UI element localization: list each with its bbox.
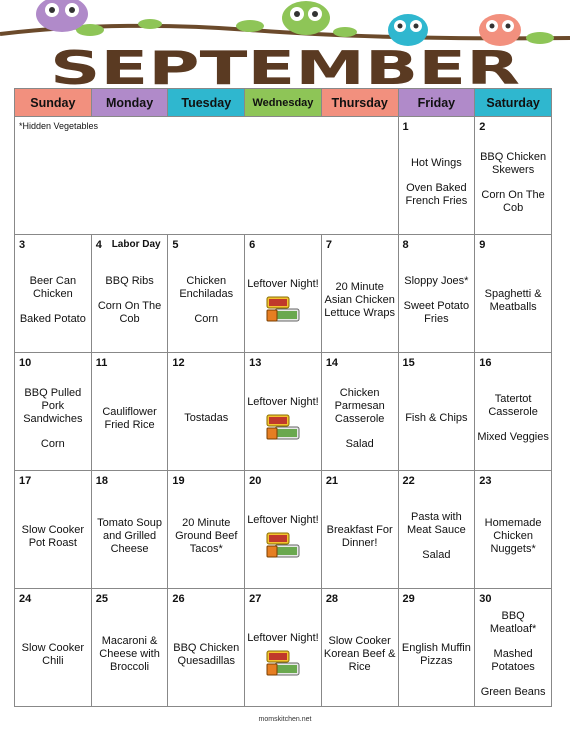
meal-item: Macaroni & Cheese with Broccoli: [99, 635, 160, 673]
day-cell: [91, 353, 168, 471]
week-row: [15, 353, 552, 471]
day-number: 6: [249, 239, 256, 251]
day-number: 18: [95, 475, 108, 487]
day-number: 24: [19, 593, 32, 605]
meal-list: [401, 135, 473, 230]
meal-item: Sweet Potato Fries: [403, 300, 470, 325]
meal-item: Leftover Night!: [247, 514, 319, 526]
day-number: 8: [402, 239, 409, 251]
meal-list: [401, 489, 473, 584]
meal-item: BBQ Pulled Pork Sandwiches: [23, 386, 83, 425]
day-number: 13: [249, 357, 262, 369]
day-number: 12: [172, 357, 185, 369]
week-row: [15, 471, 552, 589]
hidden-vegetables-note: *Hidden Vegetables: [19, 121, 99, 131]
meal-list: [94, 489, 166, 584]
meal-item: Tomato Soup and Grilled Cheese: [97, 517, 162, 555]
meal-item: Homemade Chicken Nuggets*: [484, 517, 542, 555]
day-number: 28: [325, 593, 339, 605]
meal-list: [477, 135, 549, 230]
meal-item: BBQ Chicken Quesadillas: [173, 641, 240, 667]
day-cell: [475, 235, 552, 353]
meal-list: [324, 371, 396, 466]
day-number: 20: [249, 475, 262, 487]
day-cell: [168, 589, 245, 707]
meal-item: Corn On The Cob: [481, 188, 545, 214]
day-cell: [91, 589, 168, 707]
day-cell: [245, 235, 322, 353]
meal-item: Tostadas: [184, 412, 229, 424]
meal-item: Oven Baked French Fries: [405, 182, 468, 207]
weekday-header-row: [15, 89, 552, 117]
meal-list: [401, 371, 473, 466]
day-number: 30: [479, 593, 492, 605]
day-number: 26: [172, 593, 185, 605]
weekday-header-monday: Monday: [91, 89, 168, 117]
weekday-header-thursday: Thursday: [321, 89, 398, 117]
meal-item: Fish & Chips: [405, 412, 468, 424]
day-cell: [398, 353, 475, 471]
day-cell: [245, 471, 322, 589]
day-number: 4: [95, 239, 102, 251]
day-number: 5: [172, 239, 179, 251]
day-cell: [15, 353, 92, 471]
note-cell: [15, 117, 399, 235]
weekday-header-friday: Friday: [398, 89, 475, 117]
day-number: 22: [402, 475, 415, 487]
meal-item: Leftover Night!: [247, 632, 319, 644]
day-cell: [245, 353, 322, 471]
meal-list: [17, 371, 89, 466]
meal-list: [324, 253, 396, 348]
day-cell: [168, 471, 245, 589]
meal-item: Chicken Parmesan Casserole: [334, 386, 385, 425]
day-cell: [398, 117, 475, 235]
meal-item: Slow Cooker Korean Beef & Rice: [323, 635, 396, 673]
meal-list: [94, 253, 166, 348]
meal-list: [170, 371, 242, 466]
header-banner: [0, 0, 570, 88]
day-number: 1: [402, 121, 409, 133]
day-number: 27: [249, 593, 262, 605]
day-number: 23: [479, 475, 492, 487]
day-number: 10: [19, 357, 32, 369]
day-cell: [475, 471, 552, 589]
day-cell: [15, 471, 92, 589]
weekday-header-sunday: Sunday: [15, 89, 92, 117]
day-cell: [15, 589, 92, 707]
meal-list: [17, 253, 89, 348]
day-cell: [475, 117, 552, 235]
meal-item: Breakfast For Dinner!: [326, 523, 393, 549]
meal-item: Green Beans: [480, 686, 546, 698]
meal-list: [17, 489, 89, 584]
day-cell: [15, 235, 92, 353]
day-number: 17: [19, 475, 32, 487]
meal-list: [477, 253, 549, 348]
day-number: 29: [402, 593, 415, 605]
meal-list: [401, 253, 473, 348]
meal-item: Beer Can Chicken: [29, 275, 77, 300]
meal-list: [170, 607, 242, 702]
week-row: [15, 235, 552, 353]
month-title: SEPTEMBER: [50, 41, 520, 88]
meal-item: 20 Minute Ground Beef Tacos*: [175, 517, 238, 555]
meal-list: [477, 607, 549, 702]
meal-list: [477, 489, 549, 584]
meal-list: [324, 489, 396, 584]
day-cell: [398, 589, 475, 707]
day-number: 3: [19, 239, 26, 251]
day-cell: [168, 353, 245, 471]
leftover-containers-icon: [265, 649, 301, 677]
meal-list: [94, 371, 166, 466]
footer-credit: momskitchen.net: [258, 716, 312, 723]
meal-item: Chicken Enchiladas: [179, 275, 234, 300]
day-cell: [475, 353, 552, 471]
meal-list: [170, 489, 242, 584]
weekday-header-wednesday: Wednesday: [245, 89, 322, 117]
day-number: 15: [402, 357, 415, 369]
meal-list: [170, 253, 242, 348]
leftover-containers-icon: [265, 295, 301, 323]
leftover-containers-icon: [265, 413, 301, 441]
day-cell: [321, 235, 398, 353]
meal-item: Hot Wings: [410, 157, 462, 169]
day-cell: [475, 589, 552, 707]
week-row: [15, 589, 552, 707]
meal-item: BBQ Meatloaf*: [489, 610, 537, 635]
meal-list: [324, 607, 396, 702]
meal-item: BBQ Chicken Skewers: [480, 150, 547, 176]
day-number: 16: [479, 357, 492, 369]
day-cell: [91, 235, 168, 353]
meal-item: 20 Minute Asian Chicken Lettuce Wraps: [324, 281, 396, 319]
owl-green-icon: [282, 1, 330, 35]
meal-item: Corn: [40, 437, 65, 450]
week-row: [15, 117, 552, 235]
meal-item: Tatertot Casserole: [488, 393, 538, 418]
meal-item: Leftover Night!: [247, 396, 319, 408]
day-cell: [321, 589, 398, 707]
meal-list: [247, 607, 319, 702]
meal-item: Pasta with Meat Sauce: [407, 511, 466, 536]
day-number: 7: [325, 239, 332, 251]
meal-list: [247, 371, 319, 466]
meal-list: [94, 607, 166, 702]
day-number: 9: [479, 239, 486, 251]
meal-item: Spaghetti & Meatballs: [484, 287, 542, 313]
meal-item: Baked Potato: [19, 313, 86, 325]
day-cell: [91, 471, 168, 589]
meal-item: Corn On The Cob: [97, 300, 162, 325]
day-number: 11: [95, 357, 108, 369]
meal-item: Cauliflower Fried Rice: [102, 405, 157, 431]
meal-list: [17, 607, 89, 702]
holiday-label: Labor Day: [111, 239, 161, 250]
day-cell: [168, 235, 245, 353]
day-cell: [245, 589, 322, 707]
meal-item: BBQ Ribs: [105, 275, 154, 287]
day-number: 19: [172, 475, 185, 487]
meal-item: Mixed Veggies: [477, 431, 549, 443]
meal-item: Salad: [422, 549, 451, 561]
meal-list: [477, 371, 549, 466]
calendar-grid: [14, 88, 552, 707]
weekday-header-saturday: Saturday: [475, 89, 552, 117]
day-cell: [398, 471, 475, 589]
meal-item: Slow Cooker Chili: [21, 641, 85, 667]
day-number: 21: [325, 475, 339, 487]
meal-item: Mashed Potatoes: [491, 648, 535, 673]
meal-list: [401, 607, 473, 702]
meal-item: Salad: [345, 437, 374, 450]
day-number: 14: [325, 357, 339, 369]
day-number: 25: [95, 593, 108, 605]
weekday-header-tuesday: Tuesday: [168, 89, 245, 117]
leftover-containers-icon: [265, 531, 301, 559]
meal-item: Leftover Night!: [247, 278, 319, 290]
day-cell: [321, 471, 398, 589]
meal-item: English Muffin Pizzas: [401, 641, 471, 667]
day-cell: [321, 353, 398, 471]
meal-item: Sloppy Joes*: [404, 275, 469, 287]
meal-item: Corn: [194, 313, 219, 325]
meal-list: [247, 489, 319, 584]
meal-list: [247, 253, 319, 348]
calendar-body: [15, 117, 552, 707]
meal-item: Slow Cooker Pot Roast: [21, 523, 85, 549]
day-cell: [398, 235, 475, 353]
day-number: 2: [479, 121, 486, 133]
